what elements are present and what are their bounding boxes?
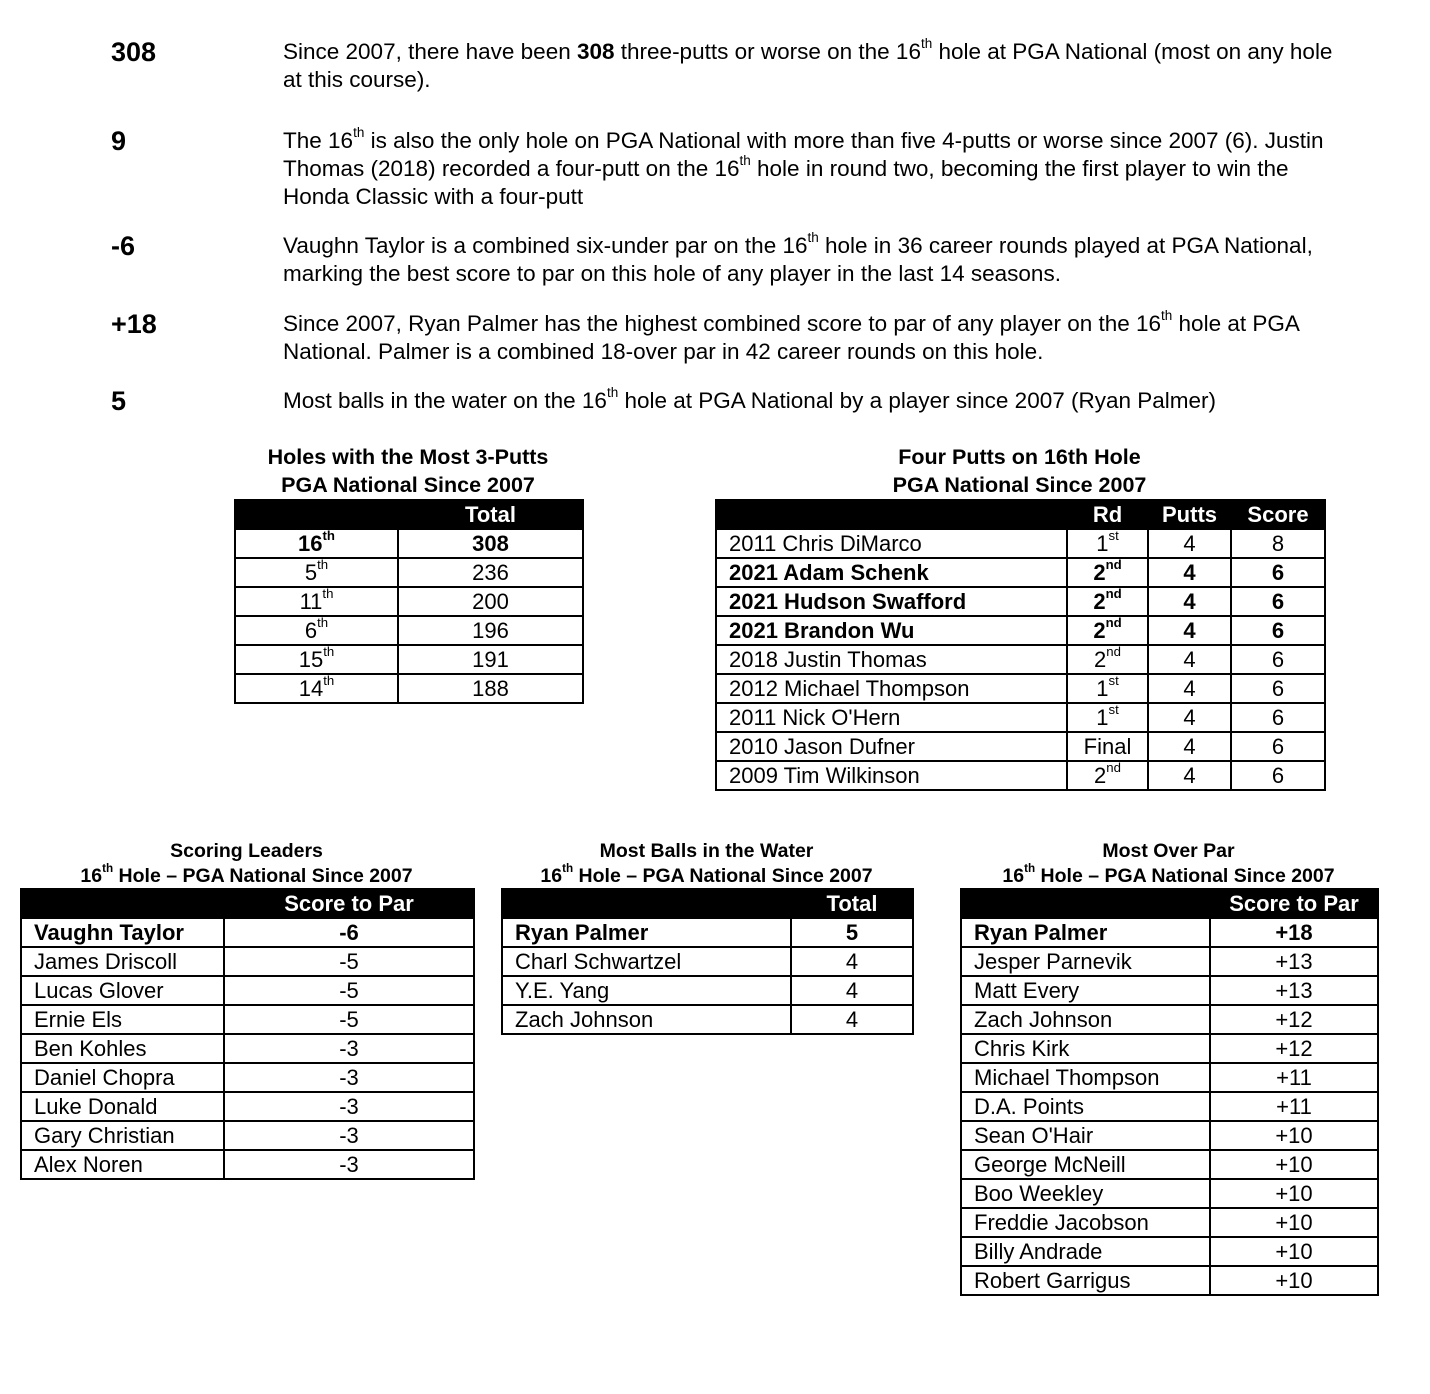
table-row	[716, 529, 1325, 558]
ordinal-suffix: th	[807, 230, 819, 246]
table-row	[961, 1121, 1378, 1150]
player-cell: Alex Noren	[21, 1150, 224, 1179]
water-table	[501, 888, 914, 1035]
ordinal-suffix: nd	[1106, 760, 1121, 776]
column-header: Score to Par	[224, 889, 474, 918]
value-cell: 4	[791, 976, 913, 1005]
score-cell: 6	[1231, 761, 1325, 790]
round-number: 2	[1094, 762, 1107, 788]
table-row	[961, 976, 1378, 1005]
player-cell: Sean O'Hair	[961, 1121, 1210, 1150]
stat-number: +18	[111, 309, 157, 339]
table-row	[21, 1150, 474, 1179]
player-cell: Daniel Chopra	[21, 1063, 224, 1092]
player-cell: Lucas Glover	[21, 976, 224, 1005]
table-title: Scoring Leaders	[170, 840, 323, 862]
value-cell: +13	[1210, 976, 1378, 1005]
value-cell: +10	[1210, 1121, 1378, 1150]
ordinal-suffix: nd	[1105, 586, 1122, 602]
round-cell	[1067, 616, 1148, 645]
value-cell: +10	[1210, 1150, 1378, 1179]
ordinal-suffix: th	[606, 385, 619, 401]
player-cell: Ryan Palmer	[961, 918, 1210, 947]
column-header: Score to Par	[1210, 889, 1378, 918]
player-cell: 2018 Justin Thomas	[716, 645, 1067, 674]
table-row	[21, 976, 474, 1005]
value-cell: +12	[1210, 1005, 1378, 1034]
table-row	[961, 1150, 1378, 1179]
round-cell	[1067, 645, 1148, 674]
table-row	[961, 1237, 1378, 1266]
round-number: 2	[1093, 559, 1106, 585]
value-cell: +18	[1210, 918, 1378, 947]
value-cell: -3	[224, 1121, 474, 1150]
player-cell: 2021 Brandon Wu	[716, 616, 1067, 645]
stat-highlight: 308	[576, 39, 615, 64]
table-row	[502, 976, 913, 1005]
hole-number: 15	[298, 646, 324, 672]
table-row	[21, 1121, 474, 1150]
putts-cell: 4	[1148, 587, 1231, 616]
player-cell: Billy Andrade	[961, 1237, 1210, 1266]
table-title: Holes with the Most 3-Putts	[267, 445, 549, 469]
hole-cell	[235, 558, 398, 587]
hole-number: 11	[299, 588, 323, 614]
column-header	[21, 889, 224, 918]
table-subtitle: 16th Hole – PGA National Since 2007	[1002, 862, 1335, 887]
player-cell: D.A. Points	[961, 1092, 1210, 1121]
table-subtitle: 16th Hole – PGA National Since 2007	[540, 862, 873, 887]
table-row	[21, 1063, 474, 1092]
round-cell	[1067, 587, 1148, 616]
round-cell	[1067, 529, 1148, 558]
stat-number: 5	[111, 386, 127, 416]
player-cell: Robert Garrigus	[961, 1266, 1210, 1295]
scoring-leaders-table	[20, 888, 475, 1180]
table-subtitle: 16th Hole – PGA National Since 2007	[80, 862, 413, 887]
stat-text-part: hole in 36 career rounds played at PGA National, marking the best score to par on this hole of any player in the last 14 seasons.	[283, 233, 1313, 286]
four-putts-table	[715, 499, 1326, 791]
stat-text-part: Since 2007, Ryan Palmer has the highest combined score to par of any player on the 16	[283, 311, 1162, 336]
round-number: 2	[1093, 588, 1106, 614]
table-row	[716, 761, 1325, 790]
player-cell: George McNeill	[961, 1150, 1210, 1179]
stat-number: -6	[111, 231, 136, 261]
player-cell: Zach Johnson	[961, 1005, 1210, 1034]
value-cell: -3	[224, 1150, 474, 1179]
table-title: Most Balls in the Water	[599, 840, 814, 862]
ordinal-suffix: nd	[1105, 615, 1122, 631]
player-cell: 2011 Nick O'Hern	[716, 703, 1067, 732]
table-row	[502, 918, 913, 947]
value-cell: +10	[1210, 1208, 1378, 1237]
table-row	[235, 529, 583, 558]
table-subtitle: PGA National Since 2007	[281, 473, 535, 497]
table-row	[961, 1034, 1378, 1063]
ordinal-suffix: th	[322, 528, 335, 544]
stat-text	[283, 38, 1333, 94]
round-number: 2	[1094, 646, 1107, 672]
player-cell: Gary Christian	[21, 1121, 224, 1150]
table-title: Four Putts on 16th Hole	[898, 445, 1141, 469]
hole-number: 16	[298, 530, 323, 556]
player-cell: Zach Johnson	[502, 1005, 791, 1034]
player-cell: Charl Schwartzel	[502, 947, 791, 976]
score-cell: 6	[1231, 732, 1325, 761]
score-cell: 6	[1231, 703, 1325, 732]
ordinal-suffix: th	[322, 586, 334, 602]
table-row	[716, 645, 1325, 674]
player-cell: Jesper Parnevik	[961, 947, 1210, 976]
stat-text-part: is also the only hole on PGA National with more than five 4-putts or worse since 2007 (6). Justin Thomas (2018) recorded a four-putt on the 16	[283, 128, 1324, 181]
stat-text-part: hole at PGA National by a player since 2007 (Ryan Palmer)	[618, 388, 1217, 413]
stat-text-part: hole at PGA National. Palmer is a combined 18-over par in 42 career rounds on this hole.	[283, 311, 1299, 364]
three-putts-table-block	[234, 443, 582, 704]
round-cell	[1067, 732, 1148, 761]
table-row	[961, 918, 1378, 947]
over-par-table	[960, 888, 1379, 1296]
total-cell: 191	[398, 645, 583, 674]
column-header	[235, 500, 398, 529]
value-cell: +10	[1210, 1237, 1378, 1266]
stat-text-part: hole in round two, becoming the first player to win the Honda Classic with a four-putt	[283, 156, 1289, 209]
stat-text	[283, 232, 1333, 288]
putts-cell: 4	[1148, 529, 1231, 558]
table-row	[235, 645, 583, 674]
player-cell: 2011 Chris DiMarco	[716, 529, 1067, 558]
value-cell: +10	[1210, 1266, 1378, 1295]
value-cell: -3	[224, 1092, 474, 1121]
player-cell: Michael Thompson	[961, 1063, 1210, 1092]
hole-cell	[235, 616, 398, 645]
round-cell	[1067, 703, 1148, 732]
round-cell	[1067, 761, 1148, 790]
value-cell: 5	[791, 918, 913, 947]
table-row	[502, 947, 913, 976]
stat-text	[283, 127, 1333, 211]
player-cell: Ryan Palmer	[502, 918, 791, 947]
stat-text	[283, 387, 1333, 415]
ordinal-suffix: th	[317, 615, 329, 631]
stat-number: 9	[111, 126, 127, 156]
score-cell: 6	[1231, 558, 1325, 587]
total-cell: 236	[398, 558, 583, 587]
ordinal-suffix: th	[1161, 308, 1173, 324]
value-cell: +10	[1210, 1179, 1378, 1208]
value-cell: -5	[224, 976, 474, 1005]
table-row	[961, 1063, 1378, 1092]
player-cell: 2010 Jason Dufner	[716, 732, 1067, 761]
scoring-leaders-table-block	[20, 839, 473, 1180]
value-cell: +11	[1210, 1092, 1378, 1121]
ordinal-suffix: st	[1108, 702, 1119, 718]
water-table-block	[501, 839, 912, 1035]
value-cell: -3	[224, 1034, 474, 1063]
putts-cell: 4	[1148, 761, 1231, 790]
player-cell: Boo Weekley	[961, 1179, 1210, 1208]
four-putts-table-block	[715, 443, 1324, 791]
putts-cell: 4	[1148, 732, 1231, 761]
table-row	[235, 558, 583, 587]
stat-text-part: Since 2007, there have been	[283, 39, 577, 64]
score-cell: 6	[1231, 674, 1325, 703]
table-row	[716, 616, 1325, 645]
ordinal-suffix: th	[323, 673, 335, 689]
value-cell: -5	[224, 1005, 474, 1034]
table-row	[21, 1092, 474, 1121]
column-header: Putts	[1148, 500, 1231, 529]
stat-text-part: hole at PGA National (most on any hole at this course).	[283, 39, 1333, 92]
column-header: Total	[791, 889, 913, 918]
total-cell: 188	[398, 674, 583, 703]
score-cell: 6	[1231, 645, 1325, 674]
column-header: Score	[1231, 500, 1325, 529]
table-row	[21, 918, 474, 947]
table-row	[961, 1005, 1378, 1034]
ordinal-suffix: th	[353, 125, 365, 141]
player-cell: James Driscoll	[21, 947, 224, 976]
stat-text-part: The 16	[283, 128, 354, 153]
total-cell: 196	[398, 616, 583, 645]
player-cell: Luke Donald	[21, 1092, 224, 1121]
value-cell: 4	[791, 1005, 913, 1034]
table-row	[961, 1092, 1378, 1121]
player-cell: 2021 Adam Schenk	[716, 558, 1067, 587]
table-row	[961, 947, 1378, 976]
value-cell: +11	[1210, 1063, 1378, 1092]
ordinal-suffix: th	[739, 153, 751, 169]
round-cell	[1067, 674, 1148, 703]
table-row	[235, 616, 583, 645]
value-cell: 4	[791, 947, 913, 976]
putts-cell: 4	[1148, 616, 1231, 645]
round-number: 2	[1093, 617, 1106, 643]
player-cell: Matt Every	[961, 976, 1210, 1005]
ordinal-suffix: st	[1108, 673, 1119, 689]
table-subtitle: PGA National Since 2007	[892, 473, 1147, 497]
ordinal-suffix: nd	[1106, 644, 1121, 660]
ordinal-suffix: th	[920, 36, 933, 52]
table-row	[716, 587, 1325, 616]
stat-number: 308	[111, 37, 157, 67]
total-cell: 200	[398, 587, 583, 616]
player-cell: Chris Kirk	[961, 1034, 1210, 1063]
column-header: Total	[398, 500, 583, 529]
total-cell: 308	[398, 529, 583, 558]
player-cell: Ben Kohles	[21, 1034, 224, 1063]
putts-cell: 4	[1148, 703, 1231, 732]
table-row	[235, 587, 583, 616]
table-row	[716, 558, 1325, 587]
table-row	[21, 1005, 474, 1034]
hole-cell	[235, 674, 398, 703]
value-cell: -5	[224, 947, 474, 976]
ordinal-suffix: st	[1108, 528, 1119, 544]
round-number: 1	[1096, 675, 1109, 701]
value-cell: +13	[1210, 947, 1378, 976]
table-row	[961, 1208, 1378, 1237]
value-cell: -6	[224, 918, 474, 947]
round-number: 1	[1096, 704, 1109, 730]
score-cell: 8	[1231, 529, 1325, 558]
table-row	[21, 947, 474, 976]
hole-number: 6	[304, 617, 318, 643]
column-header	[502, 889, 791, 918]
table-row	[716, 674, 1325, 703]
hole-cell	[235, 529, 398, 558]
table-row	[21, 1034, 474, 1063]
putts-cell: 4	[1148, 645, 1231, 674]
stat-text	[283, 310, 1333, 366]
stat-text-part: Vaughn Taylor is a combined six-under par on the 16	[283, 233, 808, 258]
hole-cell	[235, 645, 398, 674]
ordinal-suffix: th	[323, 644, 335, 660]
table-row	[716, 703, 1325, 732]
score-cell: 6	[1231, 587, 1325, 616]
table-row	[235, 674, 583, 703]
stat-text-part: Most balls in the water on the 16	[283, 388, 607, 413]
ordinal-suffix: th	[317, 557, 329, 573]
three-putts-table	[234, 499, 584, 704]
value-cell: -3	[224, 1063, 474, 1092]
value-cell: +12	[1210, 1034, 1378, 1063]
player-cell: Ernie Els	[21, 1005, 224, 1034]
player-cell: 2021 Hudson Swafford	[716, 587, 1067, 616]
column-header: Rd	[1067, 500, 1148, 529]
round-cell	[1067, 558, 1148, 587]
table-row	[961, 1266, 1378, 1295]
player-cell: 2009 Tim Wilkinson	[716, 761, 1067, 790]
table-row	[961, 1179, 1378, 1208]
hole-number: 5	[304, 559, 318, 585]
score-cell: 6	[1231, 616, 1325, 645]
hole-number: 14	[298, 675, 324, 701]
round-number: Final	[1083, 733, 1132, 759]
table-row	[502, 1005, 913, 1034]
column-header	[961, 889, 1210, 918]
player-cell: 2012 Michael Thompson	[716, 674, 1067, 703]
round-number: 1	[1096, 530, 1109, 556]
table-title: Most Over Par	[1102, 840, 1235, 862]
table-row	[716, 732, 1325, 761]
player-cell: Vaughn Taylor	[21, 918, 224, 947]
ordinal-suffix: nd	[1105, 557, 1122, 573]
player-cell: Y.E. Yang	[502, 976, 791, 1005]
hole-cell	[235, 587, 398, 616]
stat-text-part: three-putts or worse on the 16	[614, 39, 921, 64]
over-par-table-block	[960, 839, 1377, 1296]
player-cell: Freddie Jacobson	[961, 1208, 1210, 1237]
putts-cell: 4	[1148, 674, 1231, 703]
putts-cell: 4	[1148, 558, 1231, 587]
column-header	[716, 500, 1067, 529]
